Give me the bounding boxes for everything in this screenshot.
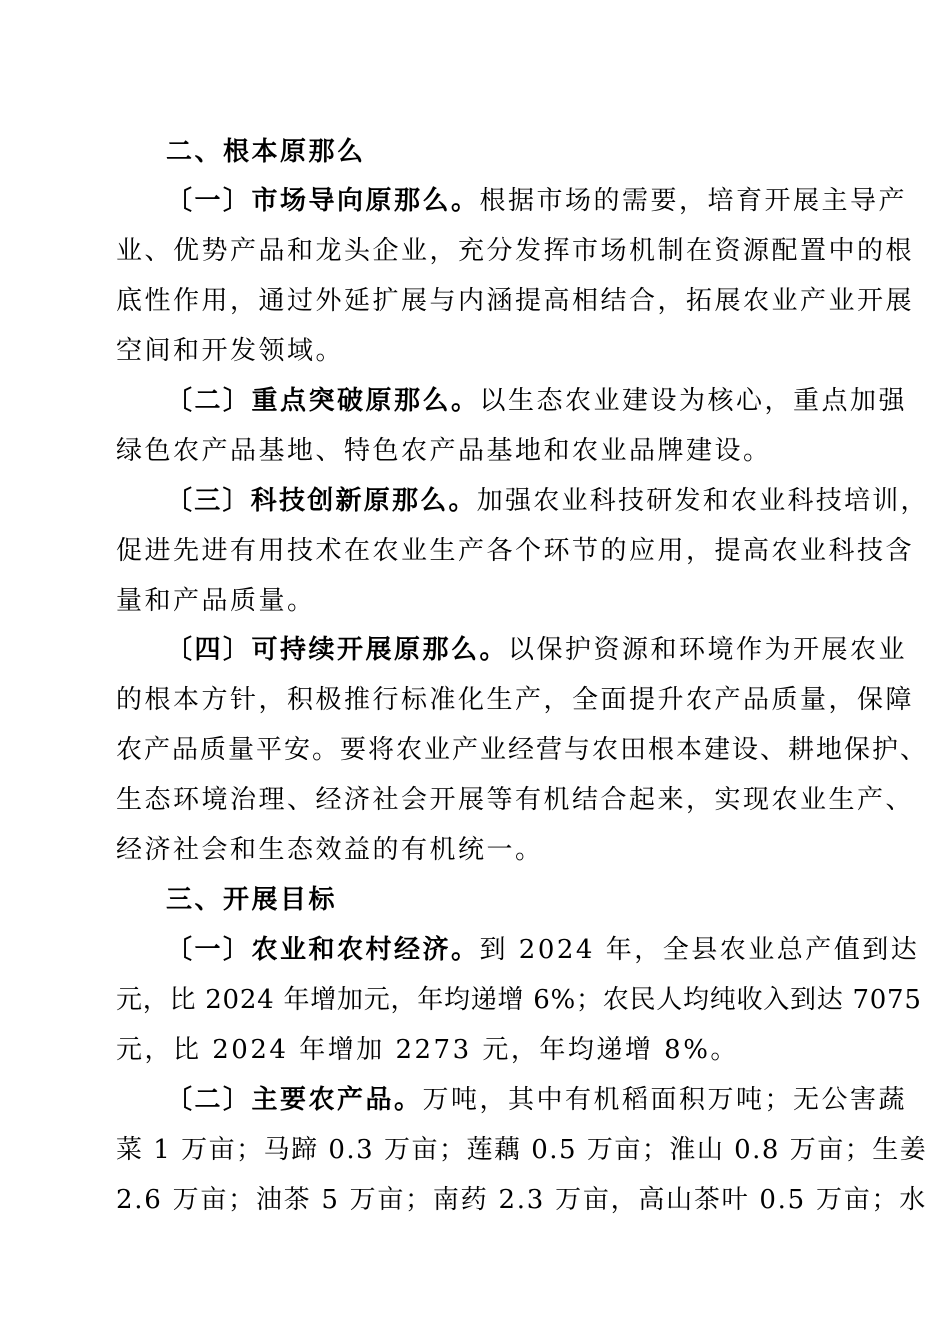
paragraph-line: 经济社会和生态效益的有机统一。 [116, 835, 544, 865]
paragraph-line [166, 186, 907, 216]
section-heading-3: 三、开展目标 [166, 885, 338, 915]
section-heading-2: 二、根本原那么 [166, 137, 366, 167]
paragraph-text: 到 2024 年，全县农业总产值到达 [479, 935, 920, 965]
paragraph-line [166, 1085, 907, 1115]
paragraph-line: 元，比 2024 年增加 2273 元，年均递增 8%。 [116, 1035, 739, 1065]
paragraph-line: 菜 1 万亩；马蹄 0.3 万亩；莲藕 0.5 万亩；淮山 0.8 万亩；生姜 [116, 1135, 928, 1165]
paragraph-line: 底性作用，通过外延扩展与内涵提高相结合，拓展农业产业开展 [116, 286, 915, 316]
paragraph-line [166, 635, 907, 665]
paragraph-text: 以保护资源和环境作为开展农业 [508, 635, 908, 665]
paragraph-text: 加强农业科技研发和农业科技培训， [476, 486, 929, 516]
paragraph-line [166, 386, 907, 416]
paragraph-line: 的根本方针，积极推行标准化生产，全面提升农产品质量，保障 [116, 685, 915, 715]
paragraph-line: 绿色农产品基地、特色农产品基地和农业品牌建设。 [116, 436, 772, 466]
paragraph-line: 空间和开发领域。 [116, 336, 345, 366]
paragraph-text: 以生态农业建设为核心，重点加强 [479, 386, 908, 416]
paragraph-line: 业、优势产品和龙头企业，充分发挥市场机制在资源配置中的根 [116, 236, 915, 266]
paragraph-title: 〔二〕主要农产品。 [166, 1085, 423, 1115]
paragraph-title: 〔一〕市场导向原那么。 [166, 186, 480, 216]
paragraph-line: 元，比 2024 年增加元，年均递增 6%；农民人均纯收入到达 7075 [116, 985, 922, 1015]
paragraph-text: 根据市场的需要，培育开展主导产 [479, 186, 908, 216]
paragraph-line: 农产品质量平安。要将农业产业经营与农田根本建设、耕地保护、 [116, 735, 929, 765]
paragraph-title: 〔四〕可持续开展原那么。 [166, 635, 509, 665]
paragraph-line: 量和产品质量。 [116, 586, 316, 616]
paragraph-line: 2.6 万亩；油茶 5 万亩；南药 2.3 万亩，高山茶叶 0.5 万亩；水 [116, 1185, 927, 1215]
paragraph-title: 〔三〕科技创新原那么。 [166, 486, 477, 516]
paragraph-title: 〔一〕农业和农村经济。 [166, 935, 480, 965]
paragraph-line: 促进先进有用技术在农业生产各个环节的应用，提高农业科技含 [116, 536, 915, 566]
paragraph-line [166, 935, 919, 965]
paragraph-text: 万吨，其中有机稻面积万吨；无公害蔬 [422, 1085, 908, 1115]
paragraph-line: 生态环境治理、经济社会开展等有机结合起来，实现农业生产、 [116, 785, 915, 815]
paragraph-line [166, 486, 929, 516]
paragraph-title: 〔二〕重点突破原那么。 [166, 386, 480, 416]
